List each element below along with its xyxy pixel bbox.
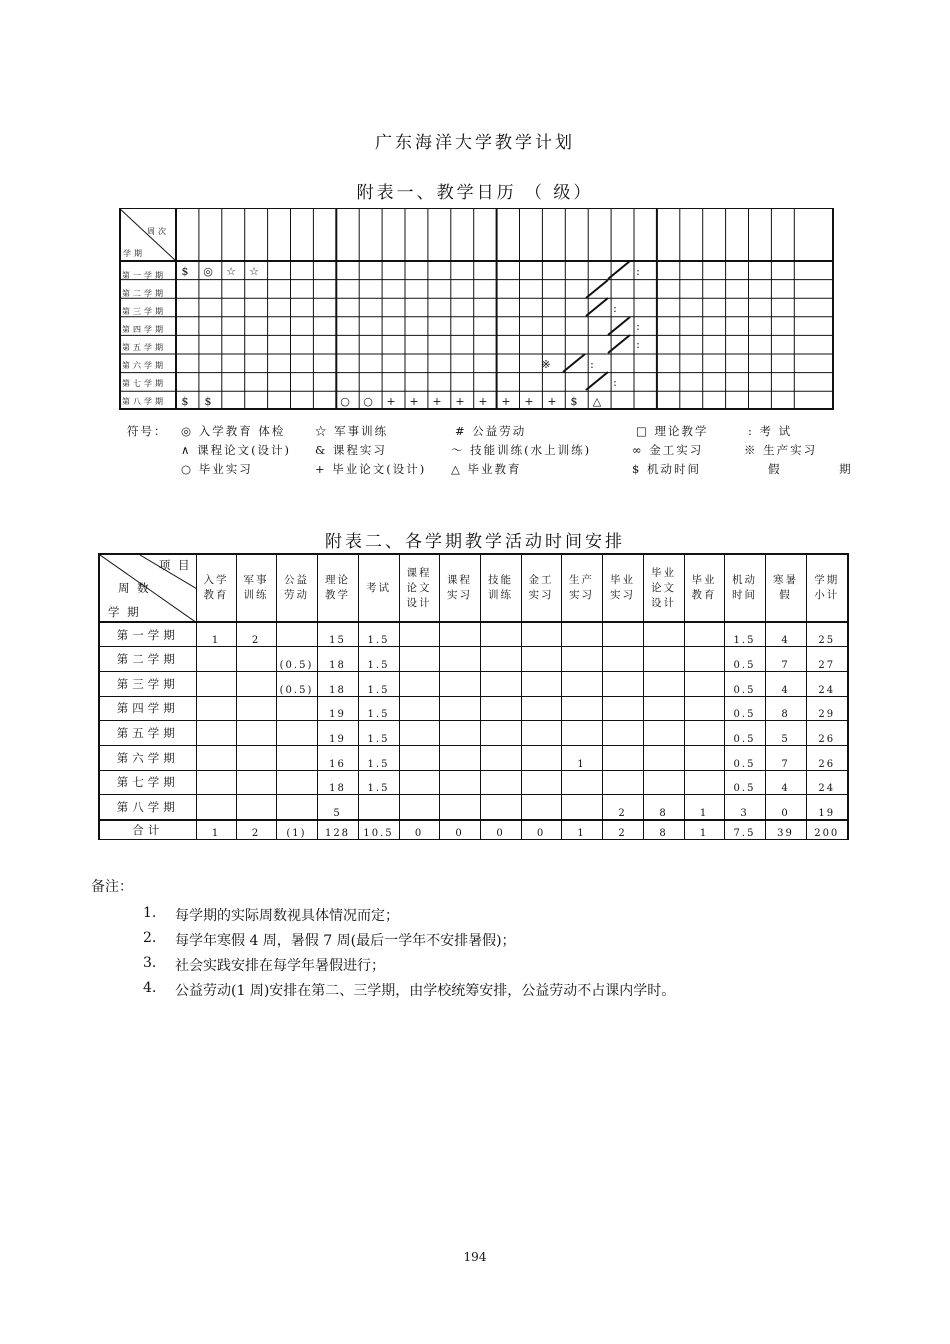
column-header: 毕业论文设计 xyxy=(651,566,676,609)
table-cell: (0.5) xyxy=(276,647,317,672)
table-cell xyxy=(602,696,643,721)
row-label: 第四学期 xyxy=(99,696,196,721)
column-header: 机动时间 xyxy=(732,574,757,601)
column-header: 军事训练 xyxy=(243,574,269,601)
table-row xyxy=(99,622,848,647)
table-cell xyxy=(521,721,561,746)
legend-item: ∧ 课程论文(设计) xyxy=(181,443,292,457)
table-cell xyxy=(602,721,643,746)
table-cell: 1.5 xyxy=(358,770,399,795)
column-header: 寒暑假 xyxy=(773,574,798,601)
table-cell xyxy=(196,696,236,721)
table-cell xyxy=(399,696,439,721)
table-cell: 0.5 xyxy=(724,770,765,795)
corner-cell xyxy=(99,554,196,622)
table-cell xyxy=(480,721,521,746)
grid-line xyxy=(563,354,585,372)
calendar-symbol: : xyxy=(636,265,640,278)
column-header: 课程实习 xyxy=(447,574,472,601)
table-cell: 1.5 xyxy=(358,696,399,721)
table-cell: 7 xyxy=(765,745,806,770)
table-cell: 18 xyxy=(317,770,358,795)
table-cell xyxy=(521,647,561,672)
note-number: 4. xyxy=(143,980,157,996)
table-cell: 0 xyxy=(480,820,521,840)
table-cell: 1.5 xyxy=(358,647,399,672)
table-cell xyxy=(439,745,480,770)
table-cell xyxy=(521,745,561,770)
table-cell xyxy=(561,622,602,647)
row-label: 第五学期 xyxy=(99,721,196,746)
corner-weeks: 周 数 xyxy=(118,581,151,595)
legend-item: : 考 试 xyxy=(748,424,793,438)
calendar-symbol: △ xyxy=(592,395,602,408)
page-number: 194 xyxy=(463,1250,487,1264)
table-cell xyxy=(480,622,521,647)
table-cell xyxy=(439,622,480,647)
legend-item: ○ 毕业实习 xyxy=(181,462,253,476)
table-cell: 1.5 xyxy=(358,745,399,770)
legend-item: 假 期 xyxy=(768,462,879,476)
table-cell: 16 xyxy=(317,745,358,770)
table-cell xyxy=(236,647,276,672)
table-cell: 0 xyxy=(521,820,561,840)
table-cell xyxy=(643,721,684,746)
table-cell: 18 xyxy=(317,671,358,696)
calendar-symbol: $ xyxy=(204,395,212,408)
table-cell xyxy=(684,721,724,746)
calendar-symbol: + xyxy=(432,395,442,408)
table-cell: 1.5 xyxy=(358,622,399,647)
calendar-symbol: ※ xyxy=(541,358,551,371)
table-cell: 8 xyxy=(765,696,806,721)
table-cell xyxy=(276,795,317,820)
table-cell xyxy=(684,671,724,696)
calendar-symbol: : xyxy=(636,320,640,333)
table2-heading: 附表二、各学期教学活动时间安排 xyxy=(325,532,625,552)
column-header: 入学教育 xyxy=(203,574,229,601)
table-cell xyxy=(236,671,276,696)
table-cell xyxy=(602,622,643,647)
table-cell: 0.5 xyxy=(724,671,765,696)
table-cell xyxy=(561,671,602,696)
table-cell xyxy=(439,721,480,746)
table-cell: 1 xyxy=(196,820,236,840)
calendar-symbol: ○ xyxy=(340,395,350,408)
table-cell: 19 xyxy=(317,721,358,746)
calendar-symbol: + xyxy=(524,395,534,408)
corner-term: 学 期 xyxy=(108,605,141,619)
table-cell xyxy=(236,745,276,770)
table-cell: 26 xyxy=(806,721,848,746)
table-cell xyxy=(684,770,724,795)
table-cell xyxy=(196,721,236,746)
table-cell xyxy=(276,696,317,721)
table-cell: 1 xyxy=(561,820,602,840)
legend-item: # 公益劳动 xyxy=(455,424,527,438)
calendar-symbol: ◎ xyxy=(203,265,213,278)
calendar-symbol: $ xyxy=(181,395,189,408)
notes-heading: 备注： xyxy=(91,879,133,895)
table-cell xyxy=(399,770,439,795)
table-cell xyxy=(196,671,236,696)
legend-item: ※ 生产实习 xyxy=(744,443,818,457)
table-cell: 2 xyxy=(236,820,276,840)
table-cell xyxy=(276,721,317,746)
table-cell: 26 xyxy=(806,745,848,770)
table-cell xyxy=(480,745,521,770)
table-cell: 1.5 xyxy=(724,622,765,647)
table-cell xyxy=(399,622,439,647)
grid-line xyxy=(586,280,608,298)
table-cell: 2 xyxy=(602,795,643,820)
table-row xyxy=(99,795,848,820)
table-cell: 5 xyxy=(317,795,358,820)
table-cell xyxy=(480,696,521,721)
table-cell: 4 xyxy=(765,671,806,696)
table-cell xyxy=(439,671,480,696)
cal-row-label: 第一学期 xyxy=(122,271,166,280)
column-header: 毕业教育 xyxy=(691,574,717,601)
table-cell: (0.5) xyxy=(276,671,317,696)
row-label: 第七学期 xyxy=(99,770,196,795)
column-header: 学期小计 xyxy=(814,574,840,601)
table-cell xyxy=(399,745,439,770)
table-cell xyxy=(521,795,561,820)
column-header: 考试 xyxy=(366,581,391,594)
calendar-symbol: $ xyxy=(181,265,189,278)
calendar-symbol: : xyxy=(636,338,640,351)
table-cell xyxy=(602,745,643,770)
calendar-symbol: : xyxy=(613,376,617,389)
column-header: 金工实习 xyxy=(528,574,554,601)
table-cell: 0 xyxy=(439,820,480,840)
table-cell xyxy=(643,696,684,721)
table-cell xyxy=(602,671,643,696)
table-cell: 128 xyxy=(317,820,358,840)
table-cell xyxy=(643,770,684,795)
cal-row-label: 第七学期 xyxy=(122,379,166,388)
column-header: 毕业实习 xyxy=(610,574,635,601)
table-cell xyxy=(358,795,399,820)
table-cell: 0.5 xyxy=(724,745,765,770)
column-header: 课程论文设计 xyxy=(406,566,432,609)
table-cell xyxy=(643,647,684,672)
table-cell xyxy=(236,721,276,746)
table-cell xyxy=(399,647,439,672)
table-cell xyxy=(399,721,439,746)
row-label: 第三学期 xyxy=(99,671,196,696)
table-cell xyxy=(643,745,684,770)
table-cell xyxy=(521,671,561,696)
activity-schedule-table xyxy=(98,553,849,840)
table-cell: (1) xyxy=(276,820,317,840)
column-header: 理论教学 xyxy=(325,574,350,601)
table-cell xyxy=(561,721,602,746)
table-row xyxy=(99,721,848,746)
note-text: 每学年寒假 4 周，暑假 7 周(最后一学年不安排暑假)； xyxy=(175,933,516,949)
table-cell xyxy=(196,770,236,795)
legend-item: □ 理论教学 xyxy=(636,424,709,438)
legend-item: + 毕业论文(设计) xyxy=(315,462,427,476)
table-cell xyxy=(521,696,561,721)
table-cell: 3 xyxy=(724,795,765,820)
legend-item: △ 毕业教育 xyxy=(451,462,522,476)
legend-item: & 课程实习 xyxy=(315,443,387,457)
cal-row-label: 第二学期 xyxy=(122,289,166,298)
table-cell xyxy=(521,622,561,647)
corner-item: 项 目 xyxy=(158,558,192,572)
table-cell xyxy=(439,647,480,672)
table-cell: 1 xyxy=(196,622,236,647)
calendar-symbol: $ xyxy=(570,395,578,408)
table-cell: 1.5 xyxy=(358,721,399,746)
table-row xyxy=(99,647,848,672)
table-cell xyxy=(684,622,724,647)
table-cell: 19 xyxy=(806,795,848,820)
note-text: 公益劳动(1 周)安排在第二、三学期，由学校统筹安排，公益劳动不占课内学时。 xyxy=(175,983,676,999)
table-cell: 27 xyxy=(806,647,848,672)
note-text: 每学期的实际周数视具体情况而定； xyxy=(175,908,399,924)
table-cell: 0.5 xyxy=(724,647,765,672)
table-cell: 7.5 xyxy=(724,820,765,840)
cal-row-label: 第四学期 xyxy=(122,325,166,334)
table-cell xyxy=(561,696,602,721)
table-cell xyxy=(439,696,480,721)
table-cell: 24 xyxy=(806,671,848,696)
table-cell xyxy=(561,647,602,672)
table-cell xyxy=(276,745,317,770)
note-number: 2. xyxy=(143,930,157,946)
table-cell: 1.5 xyxy=(358,671,399,696)
table-cell xyxy=(480,671,521,696)
table-cell xyxy=(439,795,480,820)
table-cell: 1 xyxy=(684,795,724,820)
cal-row-label: 第三学期 xyxy=(122,307,166,316)
note-text: 社会实践安排在每学年暑假进行； xyxy=(175,958,385,974)
table-cell: 1 xyxy=(561,745,602,770)
calendar-symbol: + xyxy=(386,395,396,408)
table-cell xyxy=(561,795,602,820)
table-cell xyxy=(236,696,276,721)
legend-item: ☆ 军事训练 xyxy=(315,424,389,438)
calendar-symbol: ○ xyxy=(363,395,373,408)
table-cell xyxy=(236,795,276,820)
table-cell xyxy=(602,647,643,672)
table-cell xyxy=(480,795,521,820)
table-cell: 25 xyxy=(806,622,848,647)
cal-row-label: 第六学期 xyxy=(122,361,166,370)
note-number: 3. xyxy=(143,955,157,971)
table1-heading: 附表一、教学日历 （ 级） xyxy=(356,183,594,203)
table-cell: 4 xyxy=(765,622,806,647)
calendar-symbol: + xyxy=(501,395,511,408)
table-cell: 7 xyxy=(765,647,806,672)
table-cell xyxy=(480,647,521,672)
table-cell: 5 xyxy=(765,721,806,746)
table-cell: 0 xyxy=(765,795,806,820)
table-cell: 8 xyxy=(643,820,684,840)
legend-label: 符号： xyxy=(127,424,168,438)
table-cell xyxy=(276,622,317,647)
table-cell xyxy=(276,770,317,795)
table-cell: 4 xyxy=(765,770,806,795)
table-cell xyxy=(439,770,480,795)
calendar-symbol: + xyxy=(547,395,557,408)
legend-item: ～ 技能训练(水上训练) xyxy=(451,443,592,457)
table-cell: 29 xyxy=(806,696,848,721)
total-row xyxy=(99,820,848,840)
note-number: 1. xyxy=(143,905,157,921)
table-cell xyxy=(643,622,684,647)
calendar-symbol: + xyxy=(455,395,465,408)
row-label: 第二学期 xyxy=(99,647,196,672)
table-cell xyxy=(196,745,236,770)
corner-weeks: 周次 xyxy=(147,227,169,236)
table-cell xyxy=(561,770,602,795)
table-row xyxy=(99,745,848,770)
row-label: 第八学期 xyxy=(99,795,196,820)
legend-item: ∞ 金工实习 xyxy=(632,443,704,457)
calendar-symbol: + xyxy=(478,395,488,408)
table-cell: 1 xyxy=(684,820,724,840)
table-cell: 19 xyxy=(317,696,358,721)
calendar-grid xyxy=(119,208,834,410)
table-cell: 0 xyxy=(399,820,439,840)
table-row xyxy=(99,696,848,721)
cal-row-label: 第八学期 xyxy=(122,397,166,406)
table-cell xyxy=(643,671,684,696)
row-label: 第一学期 xyxy=(99,622,196,647)
table-cell xyxy=(684,745,724,770)
grid-line xyxy=(586,298,608,316)
row-label: 第六学期 xyxy=(99,745,196,770)
table-cell xyxy=(236,770,276,795)
calendar-symbol: : xyxy=(590,358,594,371)
cal-row-label: 第五学期 xyxy=(122,343,166,352)
legend-item: ◎ 入学教育 体检 xyxy=(181,424,286,438)
calendar-symbol: ☆ xyxy=(226,265,236,278)
table-cell: 15 xyxy=(317,622,358,647)
table-cell xyxy=(521,770,561,795)
corner-term: 学期 xyxy=(123,249,145,258)
table-cell: 10.5 xyxy=(358,820,399,840)
table-cell xyxy=(684,647,724,672)
grid-line xyxy=(586,372,608,390)
table-cell xyxy=(684,696,724,721)
calendar-symbol: + xyxy=(409,395,419,408)
table-cell: 2 xyxy=(236,622,276,647)
table-cell: 8 xyxy=(643,795,684,820)
table-cell: 39 xyxy=(765,820,806,840)
table-cell xyxy=(399,671,439,696)
table-cell: 0.5 xyxy=(724,721,765,746)
table-cell: 18 xyxy=(317,647,358,672)
table-cell: 24 xyxy=(806,770,848,795)
row-label: 合计 xyxy=(99,820,196,840)
table-cell xyxy=(480,770,521,795)
table-cell: 0.5 xyxy=(724,696,765,721)
table-row xyxy=(99,671,848,696)
table-cell: 2 xyxy=(602,820,643,840)
table-cell xyxy=(196,795,236,820)
table-cell xyxy=(602,770,643,795)
table-cell: 200 xyxy=(806,820,848,840)
column-header: 生产实习 xyxy=(569,574,594,601)
table-cell xyxy=(196,647,236,672)
table-row xyxy=(99,770,848,795)
calendar-symbol: : xyxy=(613,302,617,315)
table-cell xyxy=(399,795,439,820)
legend-item: $ 机动时间 xyxy=(632,462,701,476)
column-header: 技能训练 xyxy=(488,574,513,601)
calendar-symbol: ☆ xyxy=(249,265,259,278)
page-title: 广东海洋大学教学计划 xyxy=(375,133,575,153)
column-header: 公益劳动 xyxy=(284,574,309,601)
teaching-calendar xyxy=(119,208,834,410)
